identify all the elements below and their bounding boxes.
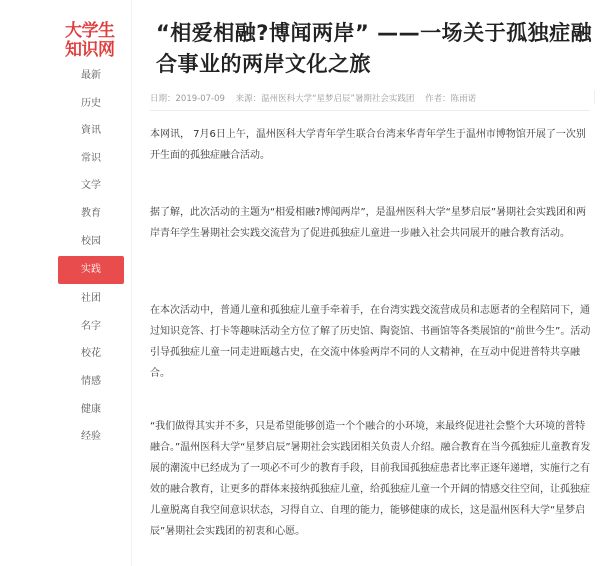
logo-line-2: 知识网 — [65, 40, 115, 60]
article-author: 作者：陈雨诺 — [425, 94, 477, 104]
sidebar-divider — [131, 0, 132, 566]
sidebar — [0, 0, 130, 566]
nav-item[interactable]: 社团 — [81, 293, 101, 305]
article-source: 来源：温州医科大学“星梦启辰”暑期社会实践团 — [235, 94, 415, 104]
article-paragraph: 本网讯， 7月6日上午，温州医科大学青年学生联合台湾来华青年学生于温州市博物馆开展了一次别开生面的孤独症融合活动。 — [150, 129, 586, 161]
nav-item[interactable]: 常识 — [81, 152, 101, 164]
nav-item[interactable]: 教育 — [81, 207, 101, 219]
nav-item[interactable]: 实践 — [58, 256, 124, 284]
nav-item[interactable]: 資讯 — [81, 125, 101, 137]
nav-item[interactable]: 经验 — [81, 431, 101, 443]
article-paragraph: 据了解，此次活动的主题为“相爱相融?博闻两岸”，是温州医科大学“星梦启辰”暑期社会实践团和两岸青年学生暑期社会实践交流营为了促进孤独症儿童进一步融入社会共同展开的融合教育活动。 — [150, 207, 587, 239]
article-date: 日期：2019-07-09 — [150, 94, 225, 104]
nav-item[interactable]: 历史 — [81, 97, 101, 109]
title-divider — [150, 110, 590, 111]
category-nav — [58, 62, 124, 451]
nav-item[interactable]: 最新 — [81, 70, 101, 81]
scroll-edge — [594, 90, 600, 104]
article-meta — [150, 92, 580, 104]
nav-item[interactable]: 校花 — [81, 348, 101, 360]
nav-item[interactable]: 校园 — [81, 235, 101, 247]
logo-line-1: 大学生 — [65, 21, 115, 41]
nav-item[interactable]: 情感 — [81, 375, 101, 387]
nav-item[interactable]: 名字 — [81, 320, 101, 332]
article-title: “相爱相融?博闻两岸” ——一场关于孤独症融合事业的两岸文化之旅 — [156, 21, 593, 76]
article-paragraph: 在本次活动中，普通儿童和孤独症儿童手牵着手，在台湾实践交流营成员和志愿者的全程陪同下，通过知识竞答、打卡等趣味活动全方位了解了历史馆、陶瓷馆、书画馆等各类展馆的“前世今生”。活动引导孤独症儿童一同走进瓯越古史，在交流中体验两岸不同的人文精神，在互动中促进普特共享融合。 — [150, 305, 591, 379]
article-paragraph: “我们做得其实并不多，只是希望能够创造一个个融合的小环境，来最终促进社会整个大环境的普特融合。”温州医科大学“星梦启辰”暑期社会实践团相关负责人介绍。融合教育在当今孤独症儿童教育发展的潮流中已经成为了一项必不可少的教育手段，目前我国孤独症患者比率正逐年递增，实施行之有效的融合教育，让更多的群体来接纳孤独症儿童，给孤独症儿童一个开阔的情感交往空间，让孤独症儿童脱离自我空间意识状态，习得自立、自理的能力，能够健康的成长，这是温州医科大学“星梦启辰”暑期社会实践团的初衷和心愿。 — [150, 421, 591, 537]
nav-item[interactable]: 健康 — [81, 403, 101, 415]
nav-item[interactable]: 文学 — [81, 180, 101, 192]
site-logo[interactable] — [65, 22, 117, 60]
